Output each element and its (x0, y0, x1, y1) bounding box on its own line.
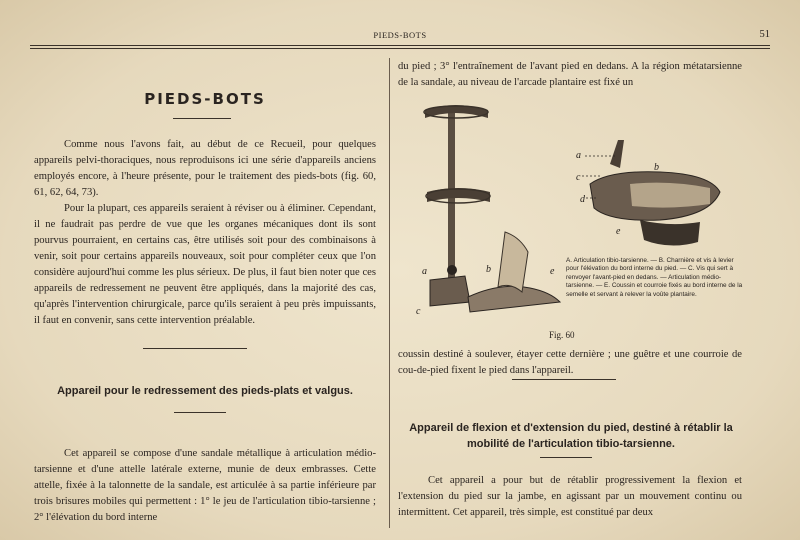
ankle-joint (447, 265, 457, 275)
continued-text: du pied ; 3° l'entraînement de l'avant pied en dedans. A la région métatarsienne de la sandale, au niveau de l'arcade plantaire est fixé un (398, 61, 742, 88)
label-b-left: b (486, 264, 491, 275)
column-divider (389, 58, 390, 528)
label-e-left: e (550, 266, 555, 277)
section-2-text: Cet appareil a pour but de rétablir progressivement la flexion et l'extension du pied sur la jambe, en agissant par un mouvement continu ou intermittent. Cet appareil, très simple, est constitué par deux (398, 475, 742, 518)
section-1-title: Appareil pour le redressement des pieds-plats et valgus. (57, 385, 353, 397)
label-a-left: a (422, 266, 427, 277)
figure-number: Fig. 60 (549, 330, 575, 340)
intro-paragraph-1: Comme nous l'avons fait, au début de ce Recueil, pour quelques appareils pelvi-thoraciques, nous reproduisons ici une série d'appareils anciens employés encore, à l'heure présente, pour le traitement des pieds-bots (fig. 60, 61, 62, 64, 73). (34, 139, 376, 198)
label-d-right: d (580, 194, 585, 205)
section-1-text: Cet appareil se compose d'une sandale métallique à articulation médio-tarsienne et d'une attelle latérale externe, munie de deux embrasses. Cette attelle, fixée à la talonnette de la sandale, est articulée à sa partie inférieure par trois brisures mobiles qui permettent : 1° le jeu de l'articulation tibio-tarsienne ; 2° l'élévation du bord interne (34, 448, 376, 523)
cushion-strap (640, 220, 700, 246)
header-rule (30, 45, 770, 46)
page-header (30, 30, 770, 44)
label-e-right: e (616, 226, 621, 237)
header-rule-double (30, 48, 770, 49)
intro-paragraph-2: Pour la plupart, ces appareils seraient à réviser ou à éliminer. Cependant, il ne faudrait pas perdre de vue que les organes mécaniques dont ils sont pourvus pourraient, en certains cas, être utilisés soit pour des combinaisons à venir, soit pour certains appareils nouveaux, soit pour compléter ceux que l'on considère aujourd'hui comme les plus sérieux. De plus, il faut bien noter que ces appareils de redressement ne peuvent être appliqués, dans la majorité des cas, qu'après l'intervention chirurgicale, parce qu'ils seraient à peu près impuissants, il faut en convenir, sans cette intervention préalable. (34, 203, 376, 326)
section-separator (143, 348, 247, 349)
figure-caption: A. Articulation tibio-tarsienne. — B. Charnière et vis à levier pour l'élévation du bord interne du pied. — C. Vis qui sert à renvoyer l'avant-pied en dedans. — Articulation médio-tarsienne. — E. Coussin et courroie fixés au bord interne de la semelle et servant à relever la voûte plantaire. (566, 257, 743, 298)
section-1-rule (174, 412, 226, 413)
label-b-right: b (654, 162, 659, 173)
label-a-right: a (576, 150, 581, 161)
gaiter-strap (498, 232, 528, 292)
sandal-sole (468, 286, 560, 312)
section-2-rule (540, 457, 592, 458)
title-rule (173, 118, 231, 119)
section-separator-right (512, 379, 616, 380)
after-figure-text: coussin destiné à soulever, étayer cette dernière ; une guêtre et une courroie de cou-de-pied fixent le pied dans l'appareil. (398, 349, 742, 376)
heel-cup (430, 276, 470, 306)
page-number: 51 (759, 29, 770, 40)
label-c-left: c (416, 306, 421, 317)
page-title: PIEDS-BOTS (144, 90, 266, 108)
lever-screw (610, 140, 624, 168)
label-c-right: c (576, 172, 581, 183)
section-2-title: Appareil de flexion et d'extension du pied, destiné à rétablir la mobilité de l'articulation tibio-tarsienne. (409, 422, 733, 450)
sandal-holes-area (630, 183, 710, 208)
running-title: PIEDS-BOTS (373, 30, 427, 40)
